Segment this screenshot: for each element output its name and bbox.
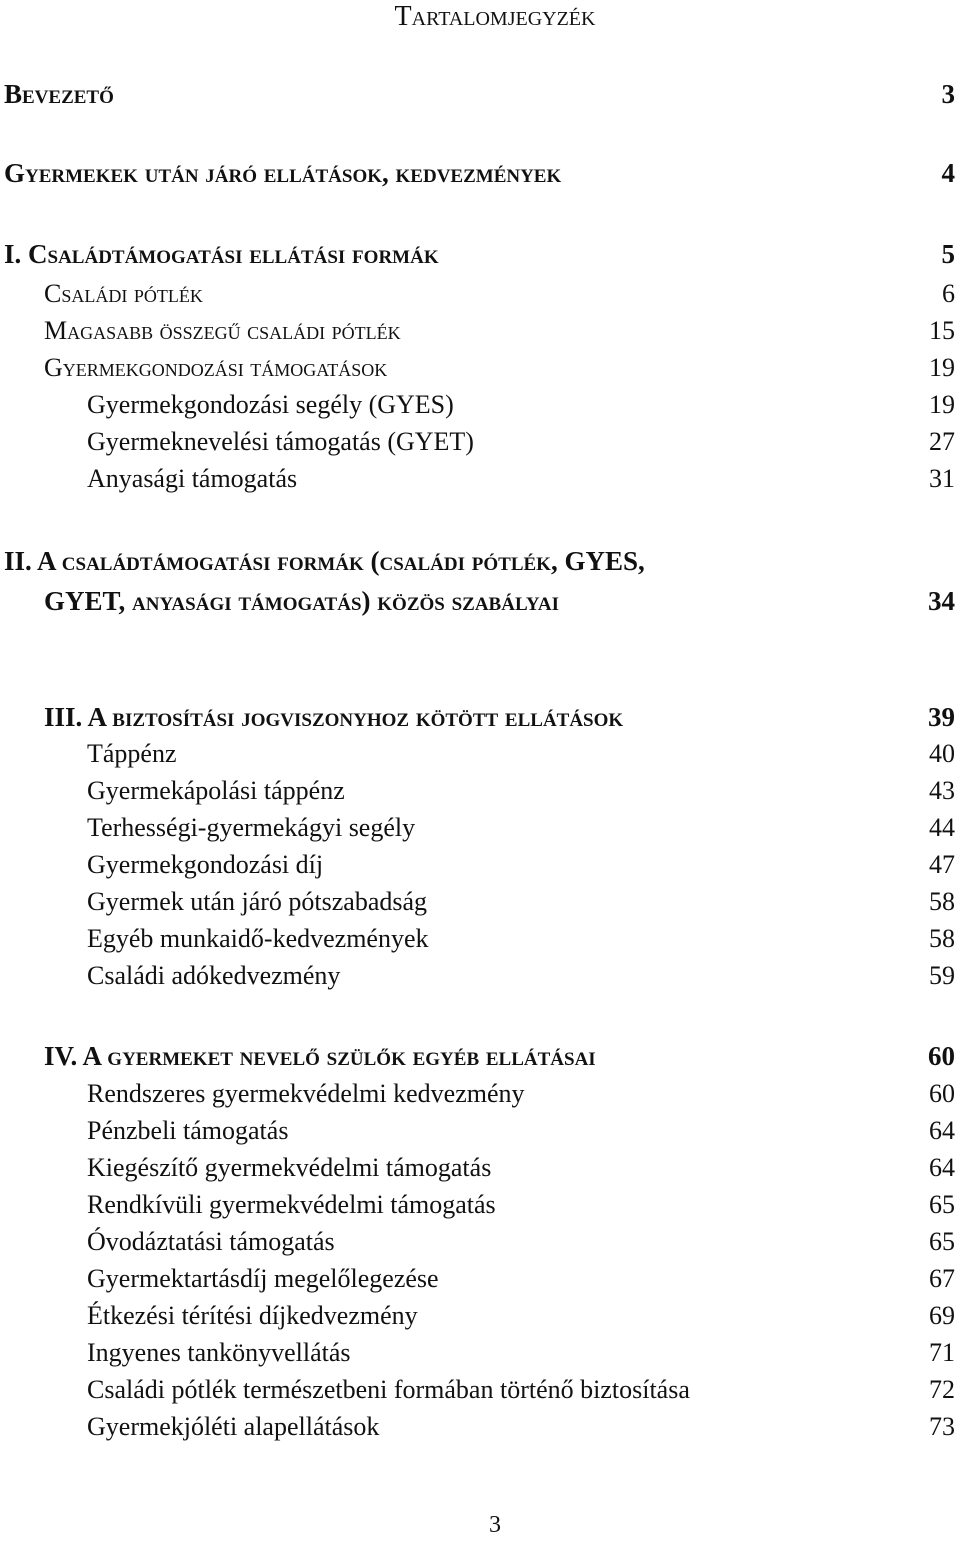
toc-entry-page: 69	[929, 1301, 955, 1330]
toc-entry-page: 58	[929, 887, 955, 916]
toc-entry-label: Táppénz	[87, 739, 177, 768]
toc-entry-page: 65	[929, 1227, 955, 1256]
toc-entry-label: Ingyenes tankönyvellátás	[87, 1338, 351, 1367]
toc-entry-label: Bevezető	[4, 79, 114, 109]
toc-entry-page: 3	[941, 79, 955, 109]
toc-entry-page: 4	[941, 158, 955, 188]
toc-entry-page: 65	[929, 1190, 955, 1219]
toc-entry-label: Gyermekgondozási segély (GYES)	[87, 390, 454, 419]
toc-entry-label: Óvodáztatási támogatás	[87, 1227, 335, 1256]
toc-entry-label: Gyermeknevelési támogatás (GYET)	[87, 427, 474, 456]
toc-entry-label: Gyermektartásdíj megelőlegezése	[87, 1264, 439, 1293]
toc-entry-label: Pénzbeli támogatás	[87, 1116, 289, 1145]
toc-entry-page: 15	[929, 316, 955, 345]
toc-entry-page: 67	[929, 1264, 955, 1293]
toc-entry-page: 19	[929, 353, 955, 382]
toc-entry-label: Gyermekek után járó ellátások, kedvezmények	[4, 158, 562, 188]
toc-entry-label: Családi pótlék	[44, 279, 203, 308]
toc-entry-page: 19	[929, 390, 955, 419]
toc-entry-label: Terhességi-gyermekágyi segély	[87, 813, 416, 842]
toc-entry-page: 60	[929, 1079, 955, 1108]
toc-entry-page: 58	[929, 924, 955, 953]
toc-entry-label: Étkezési térítési díjkedvezmény	[87, 1301, 418, 1330]
footer-page-number: 3	[489, 1512, 501, 1538]
toc-entry-page: 71	[929, 1338, 955, 1367]
toc-entry-label: III. A biztosítási jogviszonyhoz kötött ellátások	[44, 702, 624, 732]
toc-entry-page: 39	[928, 702, 955, 732]
toc-entry-page: 44	[929, 813, 955, 842]
toc-entry-label: Családi adókedvezmény	[87, 961, 341, 990]
toc-entry-label: Anyasági támogatás	[87, 464, 298, 493]
toc-entry-label: Családi pótlék természetbeni formában történő biztosítása	[87, 1375, 690, 1404]
toc-entry-label: Gyermekápolási táppénz	[87, 776, 345, 805]
toc-entry-label: Gyermekjóléti alapellátások	[87, 1412, 380, 1441]
toc-entry-label: Gyermekgondozási díj	[87, 850, 324, 879]
toc-entry-page: 72	[929, 1375, 955, 1404]
toc-entry-label: IV. A gyermeket nevelő szülők egyéb ellátásai	[44, 1041, 596, 1071]
toc-entry-label: II. A családtámogatási formák (családi pótlék, GYES,	[4, 546, 645, 576]
toc-entry-page: 59	[929, 961, 955, 990]
toc-entry-page: 6	[942, 279, 955, 308]
toc-entry-page: 43	[929, 776, 955, 805]
toc-entry-label: Rendszeres gyermekvédelmi kedvezmény	[87, 1079, 525, 1108]
toc-entry-page: 64	[929, 1153, 955, 1182]
toc-entry-page: 64	[929, 1116, 955, 1145]
toc-entry-label: Kiegészítő gyermekvédelmi támogatás	[87, 1153, 492, 1182]
toc-entry-label: Rendkívüli gyermekvédelmi támogatás	[87, 1190, 496, 1219]
toc-entry-label: Gyermekgondozási támogatások	[44, 353, 388, 382]
toc-entry-page: 47	[929, 850, 955, 879]
toc-entry-page: 27	[929, 427, 955, 456]
toc-entry-label: Gyermek után járó pótszabadság	[87, 887, 428, 916]
toc-entry-page: 31	[929, 464, 955, 493]
toc-entry-page: 40	[929, 739, 955, 768]
toc-entry-page: 73	[929, 1412, 955, 1441]
toc-entry-page: 34	[928, 586, 955, 616]
toc-entry-label: GYET, anyasági támogatás) közös szabályai	[44, 586, 559, 616]
toc-entry-page: 60	[928, 1041, 955, 1071]
toc-entry-label: Egyéb munkaidő-kedvezmények	[87, 924, 429, 953]
page-title: Tartalomjegyzék	[394, 1, 596, 32]
toc-entry-page: 5	[941, 239, 955, 269]
toc-entry-label: I. Családtámogatási ellátási formák	[4, 239, 439, 269]
toc-entry-label: Magasabb összegű családi pótlék	[44, 316, 401, 345]
